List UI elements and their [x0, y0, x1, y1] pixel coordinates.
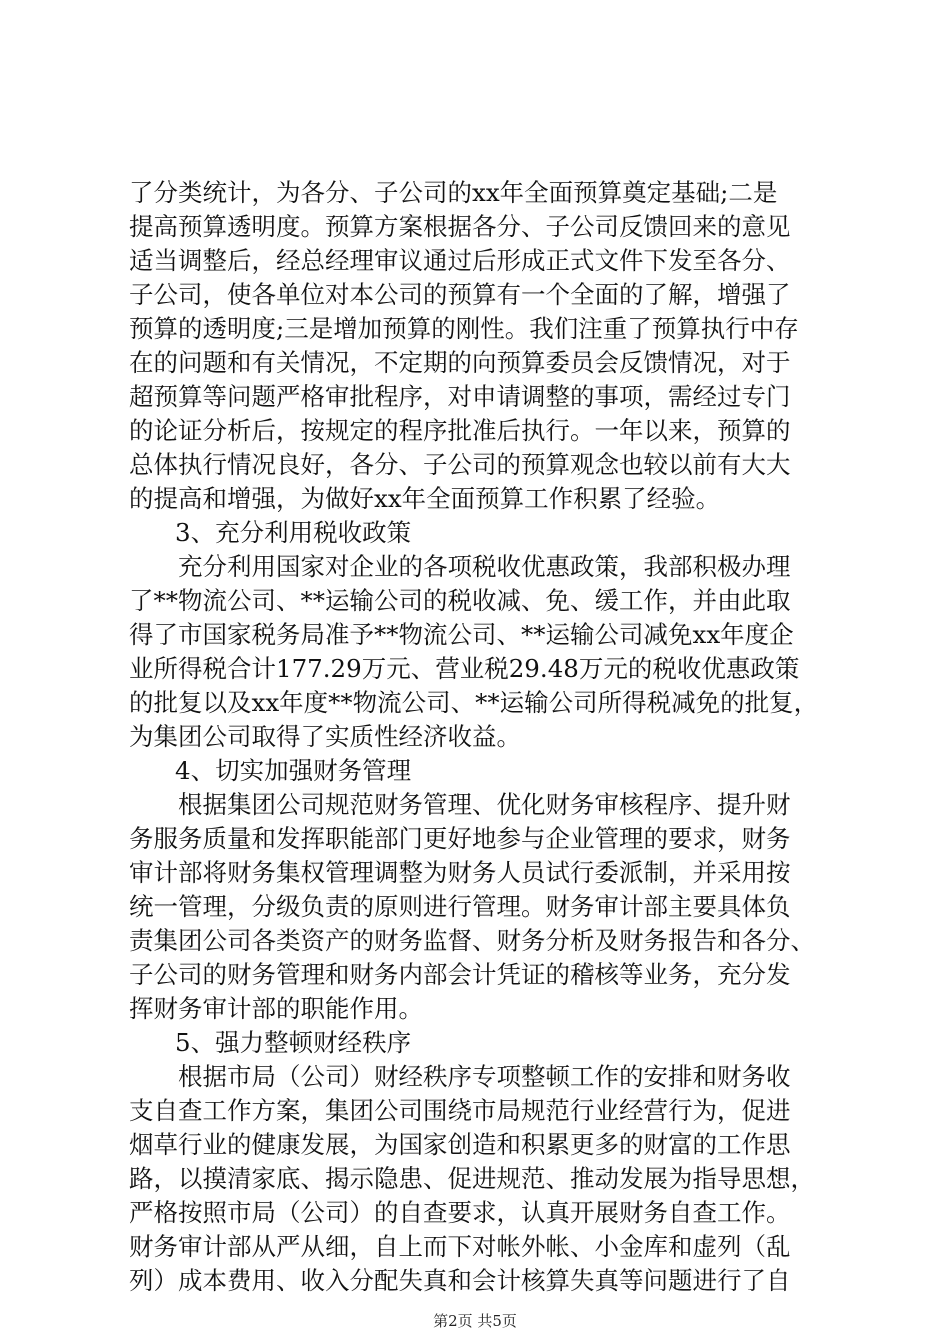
section-heading: 5、强力整顿财经秩序 — [175, 1028, 412, 1057]
text-line: 统一管理，分级负责的原则进行管理。财务审计部主要具体负 — [129, 892, 791, 921]
paragraph-first-line: 充分利用国家对企业的各项税收优惠政策，我部积极办理 — [178, 552, 791, 581]
text-line: 的论证分析后，按规定的程序批准后执行。一年以来，预算的 — [129, 416, 791, 445]
text-line: 预算的透明度;三是增加预算的刚性。我们注重了预算执行中存 — [129, 314, 799, 343]
text-line: 在的问题和有关情况，不定期的向预算委员会反馈情况，对于 — [129, 348, 791, 377]
text-line: 提高预算透明度。预算方案根据各分、子公司反馈回来的意见 — [129, 212, 791, 241]
text-line: 超预算等问题严格审批程序，对申请调整的事项，需经过专门 — [129, 382, 791, 411]
text-line: 子公司的财务管理和财务内部会计凭证的稽核等业务，充分发 — [129, 960, 791, 989]
text-line: 了**物流公司、**运输公司的税收减、免、缓工作，并由此取 — [129, 586, 791, 615]
text-line: 责集团公司各类资产的财务监督、财务分析及财务报告和各分、 — [129, 926, 815, 955]
paragraph-first-line: 根据集团公司规范财务管理、优化财务审核程序、提升财 — [178, 790, 791, 819]
text-line: 子公司，使各单位对本公司的预算有一个全面的了解，增强了 — [129, 280, 791, 309]
text-line: 财务审计部从严从细，自上而下对帐外帐、小金库和虚列（乱 — [129, 1232, 791, 1261]
section-heading: 4、切实加强财务管理 — [175, 756, 412, 785]
text-line: 得了市国家税务局准予**物流公司、**运输公司减免xx年度企 — [129, 620, 794, 649]
text-line: 为集团公司取得了实质性经济收益。 — [129, 722, 521, 751]
text-line: 挥财务审计部的职能作用。 — [129, 994, 423, 1023]
text-line: 烟草行业的健康发展，为国家创造和积累更多的财富的工作思 — [129, 1130, 791, 1159]
text-line: 务服务质量和发挥职能部门更好地参与企业管理的要求，财务 — [129, 824, 791, 853]
text-line: 总体执行情况良好，各分、子公司的预算观念也较以前有大大 — [129, 450, 791, 479]
text-line: 严格按照市局（公司）的自查要求，认真开展财务自查工作。 — [129, 1198, 791, 1227]
section-heading: 3、充分利用税收政策 — [175, 518, 412, 547]
text-line: 业所得税合计177.29万元、营业税29.48万元的税收优惠政策 — [129, 654, 800, 683]
text-line: 审计部将财务集权管理调整为财务人员试行委派制，并采用按 — [129, 858, 791, 887]
text-line: 路，以摸清家底、揭示隐患、促进规范、推动发展为指导思想， — [129, 1164, 815, 1193]
paragraph-first-line: 根据市局（公司）财经秩序专项整顿工作的安排和财务收 — [178, 1062, 791, 1091]
page-number-footer: 第2页 共5页 — [433, 1312, 517, 1330]
text-line: 支自查工作方案，集团公司围绕市局规范行业经营行为，促进 — [129, 1096, 791, 1125]
text-line: 适当调整后，经总经理审议通过后形成正式文件下发至各分、 — [129, 246, 791, 275]
text-line: 的提高和增强，为做好xx年全面预算工作积累了经验。 — [129, 484, 721, 513]
text-line: 的批复以及xx年度**物流公司、**运输公司所得税减免的批复， — [129, 688, 819, 717]
text-line: 列）成本费用、收入分配失真和会计核算失真等问题进行了自 — [129, 1266, 791, 1295]
text-line: 了分类统计，为各分、子公司的xx年全面预算奠定基础;二是 — [129, 178, 778, 207]
